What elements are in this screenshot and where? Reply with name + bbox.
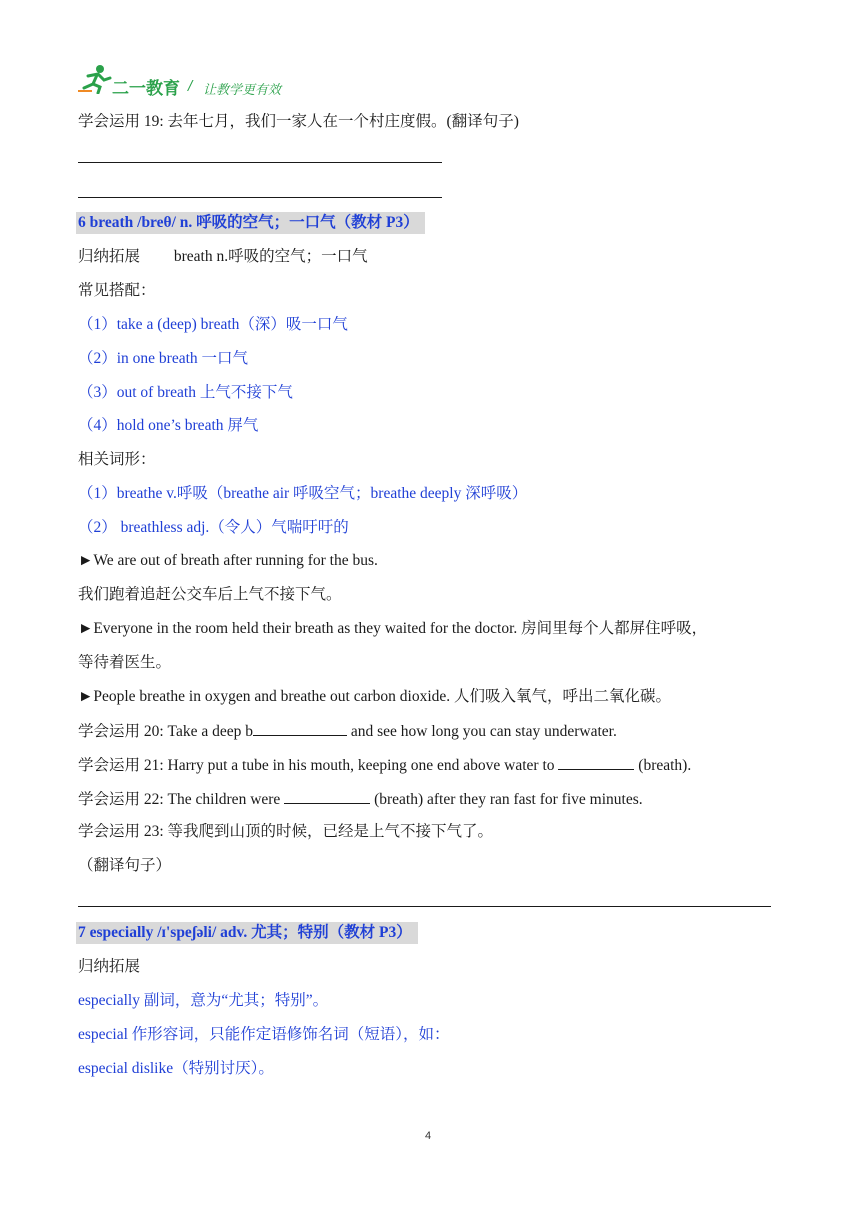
exercise-20 (78, 721, 617, 742)
collocation-item: （2）in one breath 一口气 (78, 350, 249, 367)
section-6-heading: 6 breath /breθ/ n. 呼吸的空气；一口气（教材 P3） (76, 212, 425, 234)
collocation-item: （3）out of breath 上气不接下气 (78, 384, 293, 401)
exercise-21-prefix: 学会运用 21: Harry put a tube in his mouth, keeping one end above water to (78, 757, 559, 774)
running-figure-logo-icon (78, 64, 112, 94)
answer-line (78, 162, 442, 163)
related-form-item: （1）breathe v.呼吸（breathe air 呼吸空气；breathe deeply 深呼吸） (78, 485, 528, 502)
explanation-line: especial 作形容词，只能作定语修饰名词（短语），如： (78, 1026, 450, 1043)
answer-line (78, 906, 771, 907)
collocation-item: （4）hold one’s breath 屏气 (78, 417, 259, 434)
example-1-zh: 我们跑着追赶公交车后上气不接下气。 (78, 586, 342, 603)
collocation-item: （1）take a (deep) breath（深）吸一口气 (78, 316, 348, 333)
summary-label-text: 归纳拓展 (78, 248, 141, 265)
exercise-20-suffix: and see how long you can stay underwater. (346, 723, 617, 740)
logo-separator: / (188, 79, 193, 94)
explanation-line: especial dislike（特别讨厌）。 (78, 1060, 274, 1077)
logo-text: 二一教育 (112, 79, 180, 99)
section-7-heading: 7 especially /ɪ'speʃəli/ adv. 尤其；特别（教材 P3） (76, 922, 418, 944)
exercise-22-prefix: 学会运用 22: The children were (78, 791, 285, 808)
summary-text: breath n.呼吸的空气；一口气 (173, 248, 368, 265)
exercise-21 (78, 755, 691, 776)
related-forms-label: 相关词形： (78, 451, 156, 468)
example-2-line-2: 等待着医生。 (78, 654, 172, 671)
example-2-line-1: ►Everyone in the room held their breath as they waited for the doctor. 房间里每个人都屏住呼吸， (78, 620, 708, 637)
exercise-21-suffix: (breath). (634, 757, 692, 774)
logo-slogan: 让教学更有效 (203, 83, 282, 98)
summary-label: 归纳拓展 (78, 958, 141, 975)
summary-label (78, 247, 368, 267)
exercise-22-suffix: (breath) after they ran fast for five minutes. (370, 791, 643, 808)
answer-line (78, 197, 442, 198)
exercise-23-note: （翻译句子） (78, 857, 172, 874)
exercise-19: 学会运用 19: 去年七月，我们一家人在一个村庄度假。(翻译句子) (78, 113, 519, 130)
fill-blank[interactable] (558, 755, 634, 770)
exercise-22 (78, 789, 643, 810)
explanation-line: especially 副词，意为“尤其；特别”。 (78, 992, 329, 1009)
example-1-en: ►We are out of breath after running for the bus. (78, 552, 378, 569)
exercise-23: 学会运用 23: 等我爬到山顶的时候，已经是上气不接下气了。 (78, 823, 494, 840)
exercise-20-prefix: 学会运用 20: Take a deep b (78, 723, 253, 740)
collocations-label: 常见搭配： (78, 282, 156, 299)
fill-blank[interactable] (253, 721, 347, 736)
example-3: ►People breathe in oxygen and breathe out carbon dioxide. 人们吸入氧气，呼出二氧化碳。 (78, 688, 672, 705)
fill-blank[interactable] (284, 789, 370, 804)
related-form-item: （2） breathless adj.（令人）气喘吁吁的 (78, 519, 349, 536)
page-number: 4 (425, 1130, 432, 1142)
